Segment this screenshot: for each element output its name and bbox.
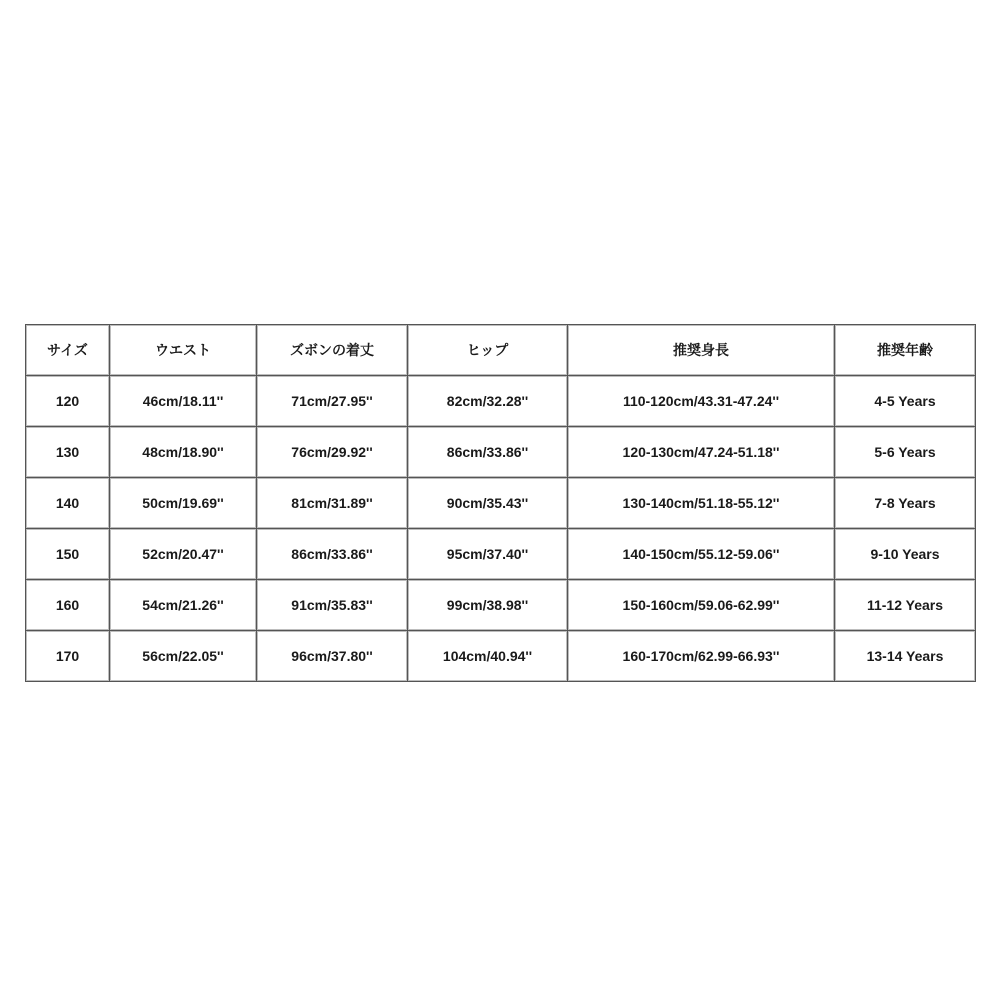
cell-waist: 52cm/20.47'' — [110, 529, 257, 580]
cell-size: 160 — [26, 580, 110, 631]
size-chart-table — [25, 324, 976, 682]
cell-recommended-age: 13-14 Years — [835, 631, 976, 682]
cell-recommended-age: 9-10 Years — [835, 529, 976, 580]
cell-recommended-age: 7-8 Years — [835, 478, 976, 529]
cell-recommended-age: 11-12 Years — [835, 580, 976, 631]
header-recommended-height: 推奨身長 — [568, 325, 835, 376]
cell-waist: 50cm/19.69'' — [110, 478, 257, 529]
cell-recommended-height: 120-130cm/47.24-51.18'' — [568, 427, 835, 478]
cell-hip: 95cm/37.40'' — [408, 529, 568, 580]
cell-pants-length: 91cm/35.83'' — [257, 580, 408, 631]
cell-hip: 82cm/32.28'' — [408, 376, 568, 427]
cell-pants-length: 96cm/37.80'' — [257, 631, 408, 682]
cell-size: 120 — [26, 376, 110, 427]
cell-waist: 54cm/21.26'' — [110, 580, 257, 631]
cell-pants-length: 86cm/33.86'' — [257, 529, 408, 580]
cell-waist: 48cm/18.90'' — [110, 427, 257, 478]
cell-size: 130 — [26, 427, 110, 478]
cell-recommended-age: 5-6 Years — [835, 427, 976, 478]
cell-size: 150 — [26, 529, 110, 580]
cell-pants-length: 71cm/27.95'' — [257, 376, 408, 427]
header-row — [26, 325, 976, 376]
cell-pants-length: 81cm/31.89'' — [257, 478, 408, 529]
cell-recommended-height: 130-140cm/51.18-55.12'' — [568, 478, 835, 529]
header-size: サイズ — [26, 325, 110, 376]
cell-hip: 86cm/33.86'' — [408, 427, 568, 478]
table-row — [26, 478, 976, 529]
header-waist: ウエスト — [110, 325, 257, 376]
header-pants-length: ズボンの着丈 — [257, 325, 408, 376]
cell-pants-length: 76cm/29.92'' — [257, 427, 408, 478]
header-hip: ヒップ — [408, 325, 568, 376]
cell-hip: 99cm/38.98'' — [408, 580, 568, 631]
cell-waist: 46cm/18.11'' — [110, 376, 257, 427]
cell-hip: 90cm/35.43'' — [408, 478, 568, 529]
cell-recommended-height: 140-150cm/55.12-59.06'' — [568, 529, 835, 580]
cell-recommended-height: 160-170cm/62.99-66.93'' — [568, 631, 835, 682]
cell-hip: 104cm/40.94'' — [408, 631, 568, 682]
cell-size: 140 — [26, 478, 110, 529]
table-row — [26, 529, 976, 580]
cell-waist: 56cm/22.05'' — [110, 631, 257, 682]
cell-recommended-age: 4-5 Years — [835, 376, 976, 427]
table-row — [26, 580, 976, 631]
table-row — [26, 631, 976, 682]
cell-recommended-height: 110-120cm/43.31-47.24'' — [568, 376, 835, 427]
header-recommended-age: 推奨年齢 — [835, 325, 976, 376]
cell-size: 170 — [26, 631, 110, 682]
table-row — [26, 427, 976, 478]
table-row — [26, 376, 976, 427]
cell-recommended-height: 150-160cm/59.06-62.99'' — [568, 580, 835, 631]
